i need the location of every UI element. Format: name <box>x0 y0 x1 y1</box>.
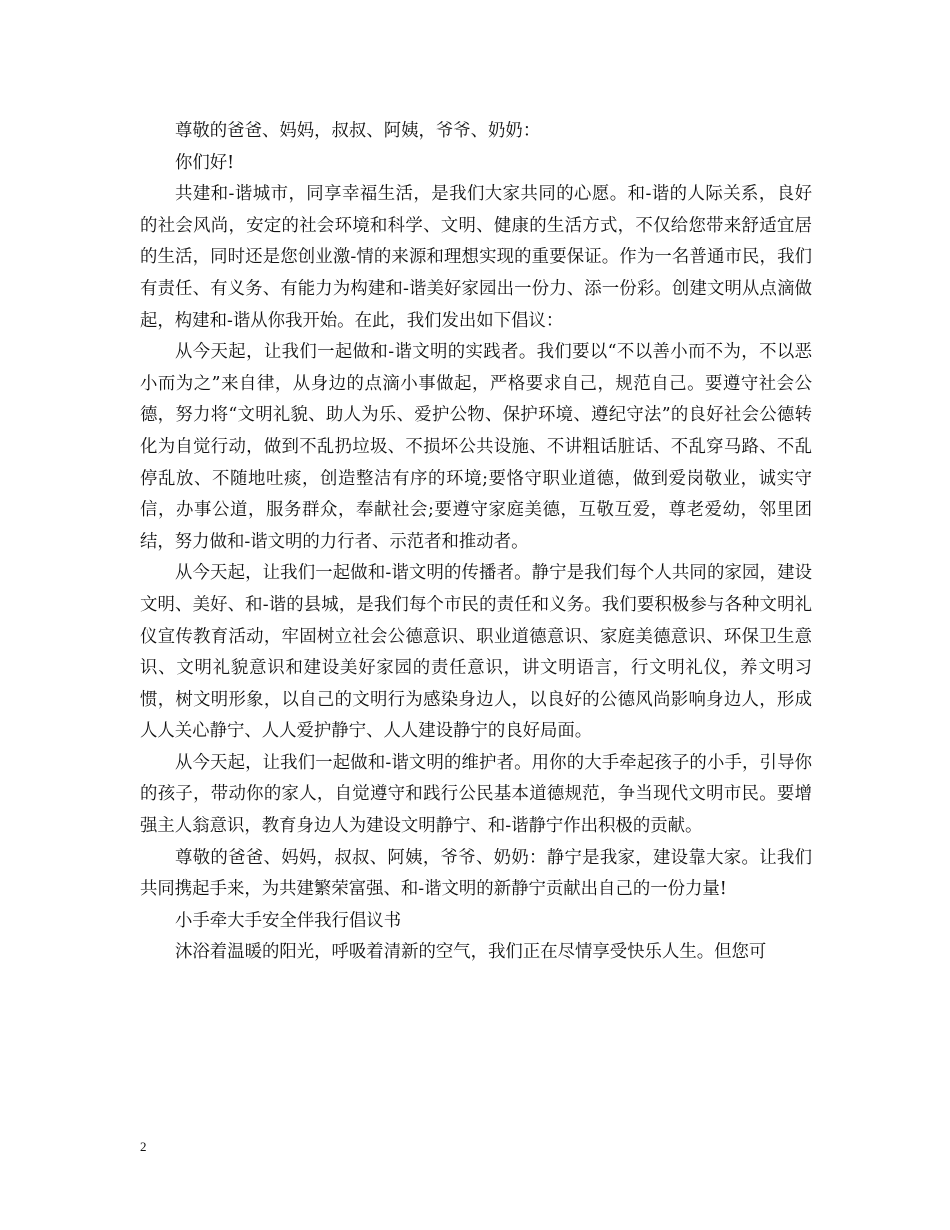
body-paragraph: 从今天起，让我们一起做和-谐文明的维护者。用你的大手牵起孩子的小手，引导你的孩子，带动你的家人，自觉遵守和践行公民基本道德规范，争当现代文明市民。要增强主人翁意识，教育身边人为建设文明静宁、和-谐静宁作出积极的贡献。 <box>140 752 812 837</box>
body-paragraph: 沐浴着温暖的阳光，呼吸着清新的空气，我们正在尽情享受快乐人生。但您可 <box>175 942 767 963</box>
document-body <box>140 116 812 969</box>
salutation: 尊敬的爸爸、妈妈，叔叔、阿姨，爷爷、奶奶： <box>175 121 541 141</box>
section-title: 小手牵大手安全伴我行倡议书 <box>175 910 402 931</box>
body-paragraph: 从今天起，让我们一起做和-谐文明的传播者。静宁是我们每个人共同的家园，建设文明、美好、和-谐的县城，是我们每个市民的责任和义务。我们要积极参与各种文明礼仪宣传教育活动，牢固树立社会公德意识、职业道德意识、家庭美德意识、环保卫生意识、文明礼貌意识和建设美好家园的责任意识，讲文明语言，行文明礼仪，养文明习惯，树文明形象，以自己的文明行为感染身边人，以良好的公德风尚影响身边人，形成人人关心静宁、人人爱护静宁、人人建设静宁的良好局面。 <box>140 563 812 742</box>
greeting: 你们好! <box>175 152 235 173</box>
closing-paragraph: 尊敬的爸爸、妈妈，叔叔、阿姨，爷爷、奶奶：静宁是我家，建设靠大家。让我们共同携起手来，为共建繁荣富强、和-谐文明的新静宁贡献出自己的一份力量! <box>140 847 812 900</box>
page-number: 2 <box>140 1139 147 1154</box>
body-paragraph: 共建和-谐城市，同享幸福生活，是我们大家共同的心愿。和-谐的人际关系，良好的社会风尚，安定的社会环境和科学、文明、健康的生活方式，不仅给您带来舒适宜居的生活，同时还是您创业激-情的来源和理想实现的重要保证。作为一名普通市民，我们有责任、有义务、有能力为构建和-谐美好家园出一份力、添一份彩。创建文明从点滴做起，构建和-谐从你我开始。在此，我们发出如下倡议： <box>140 184 812 331</box>
body-paragraph: 从今天起，让我们一起做和-谐文明的实践者。我们要以“不以善小而不为，不以恶小而为之”来自律，从身边的点滴小事做起，严格要求自己，规范自己。要遵守社会公德，努力将“文明礼貌、助人为乐、爱护公物、保护环境、遵纪守法”的良好社会公德转化为自觉行动，做到不乱扔垃圾、不损坏公共设施、不讲粗话脏话、不乱穿马路、不乱停乱放、不随地吐痰，创造整洁有序的环境;要恪守职业道德，做到爱岗敬业，诚实守信，办事公道，服务群众，奉献社会;要遵守家庭美德，互敬互爱，尊老爱幼，邻里团结，努力做和-谐文明的力行者、示范者和推动者。 <box>140 342 812 552</box>
